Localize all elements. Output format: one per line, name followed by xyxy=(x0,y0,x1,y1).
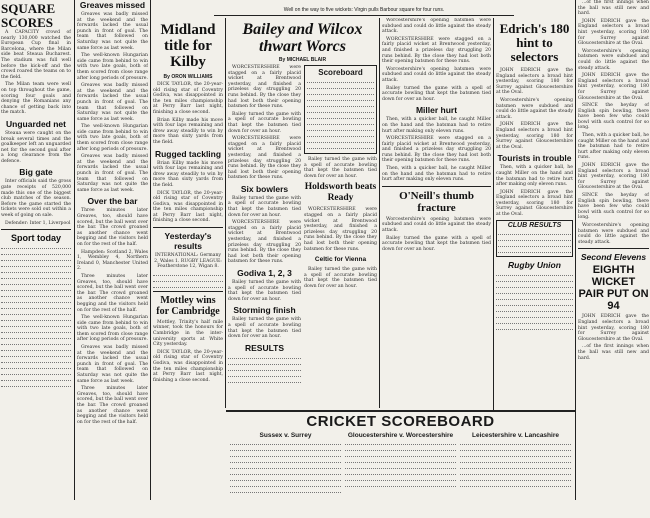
paragraph: JOHN EDRICH gave the England selectors a broad hint yesterday, scoring 180 for Surrey against Gloucestershire at the Oval. xyxy=(578,163,649,191)
column-rule xyxy=(225,18,226,408)
byline: By MICHAEL BLAIR xyxy=(278,57,327,63)
photo-caption-strap xyxy=(214,6,514,16)
eighth-wicket-headline: EIGHTH WICKET PAIR PUT ON 94 xyxy=(578,264,649,313)
column-2 xyxy=(77,0,148,500)
match-title: Leicestershire v. Lancashire xyxy=(472,432,559,439)
article-body xyxy=(77,208,148,425)
paragraph: JOHN EDRICH gave the England selectors a broad hint yesterday, scoring 180 for Surrey against Gloucestershire at the Oval. xyxy=(578,73,649,101)
match-title: Sussex v. Surrey xyxy=(259,432,312,439)
column-1 xyxy=(1,0,71,500)
paragraph: Bailey turned the game with a spell of accurate bowling that kept the batsmen tied down for over an hour. xyxy=(382,85,491,102)
paragraph: Hampden: Scotland 2, Wales 1, Wembley 4, Northern Ireland 0, Manchester United 2. xyxy=(77,249,148,272)
paragraph: Three minutes later Greaves, too, should have scored, but the ball went over the bar. The crowd groaned as another chance went begging and the visitors held on for the rest of the half. xyxy=(77,208,148,247)
subheading: Godiva 1, 2, 3 xyxy=(237,268,292,278)
article-body xyxy=(578,314,649,361)
fixtures-list xyxy=(1,245,71,387)
paragraph: DICK TAYLOR, the 20-year-old rising star of Coventry Godiva, was disappointed in the ten miles championship at Perry Barr last night, finishing a close second. xyxy=(153,190,223,224)
paragraph: WORCESTERSHIRE were stagged on a fairly placid wicket at Brentwood yesterday, and finished a prizeless day struggling 20 runs behind. By the close they had lost both their opening batsmen for these runs. xyxy=(382,36,491,65)
paragraph: JOHN EDRICH gave the England selectors a broad hint yesterday, scoring 180 for Surrey against Gloucestershire at the Oval. xyxy=(496,122,573,150)
paragraph: Bailey turned the game with a spell of accurate bowling that kept the batsmen tied down for over an hour. xyxy=(382,235,491,252)
article-body xyxy=(1,131,71,165)
scoreboard-match xyxy=(345,432,456,495)
sport-today-heading: Sport today xyxy=(10,233,61,244)
paragraph: Three minutes later Greaves, too, should have scored, but the ball went over the bar. The crowd groaned as another chance went begging and the visitors held on for the rest of the half. xyxy=(77,273,148,313)
paragraph: Greaves was badly missed at the weekend and the forwards lacked the usual punch in front of goal. The team that followed on Saturday was not quite the same force as last week. xyxy=(77,12,148,51)
paragraph: JOHN EDRICH gave the England selectors a broad hint yesterday, scoring 180 for Surrey against Gloucestershire at the Oval. xyxy=(496,68,573,96)
paragraph: Then, with a quicker ball, he caught Miller on the hand and the batsman had to retire hurt after making only eleven runs. xyxy=(382,117,491,134)
paragraph: ...of the first innings when the ball was still new and hard. xyxy=(578,0,649,17)
paragraph: Greaves was badly missed at the weekend and the forwards lacked the usual punch in front of goal. The team that followed on Saturday was not quite the same force as last week. xyxy=(77,154,148,193)
paragraph: JOHN EDRICH gave the England selectors a broad hint yesterday, scoring 180 for Surrey against Gloucestershire at the Oval. xyxy=(578,314,649,342)
column-rule xyxy=(575,0,576,500)
paragraph: Worcestershire's opening batsmen were subdued and could do little against the steady attack. xyxy=(382,66,491,83)
results-heading: Yesterday's results xyxy=(164,231,212,252)
article-body xyxy=(77,12,148,193)
story-left-column xyxy=(228,65,301,385)
main-headline: Bailey and Wilcox thwart Worcs xyxy=(242,21,363,55)
column-3 xyxy=(153,18,223,518)
column-2-headline: Greaves missed xyxy=(79,0,146,10)
column-rule xyxy=(74,0,75,500)
paragraph: Brian Kilby made his move with four laps remaining and drew away steadily to win by more than sixty yards from the field. xyxy=(153,160,223,188)
column-rule xyxy=(150,0,151,500)
paragraph: Greaves was badly missed at the weekend and the forwards lacked the usual punch in front of goal. The team that followed on Saturday was not quite the same force as last week. xyxy=(77,345,148,384)
club-results-heading: CLUB RESULTS xyxy=(507,221,562,229)
paragraph: Then, with a quicker ball, he caught Miller on the hand and the batsman had to retire hurt after making only eleven runs. xyxy=(382,166,491,183)
paragraph: DICK TAYLOR, the 20-year-old rising star of Coventry Godiva, was disappointed in the ten miles championship at Perry Barr last night, finishing a close second. xyxy=(153,82,223,115)
scoreboard-box xyxy=(304,65,377,154)
paragraph: DICK TAYLOR, the 20-year-old rising star of Coventry Godiva, was disappointed in the ten miles championship at Perry Barr last night, finishing a close second. xyxy=(153,349,223,383)
paragraph: The Milan team were well on top throughout the game, scoring four goals and denying the Romanians any chance of getting back into the match. xyxy=(1,82,71,116)
paragraph: WORCESTERSHIRE were stagged on a fairly placid wicket at Brentwood yesterday, and finished a prizeless day struggling 20 runs behind. By the close they had lost both their opening batsmen for these runs. xyxy=(382,136,491,164)
lead-paragraph: WORCESTERSHIRE were stagged on a fairly placid wicket at Brentwood yesterday, and finished a prizeless day struggling 20 runs behind. By the close they had lost both their opening batsmen for these runs. xyxy=(228,65,301,110)
mottley-headline: Mottley wins for Cambridge xyxy=(156,294,220,317)
subheading: Rugged tackling xyxy=(154,148,222,159)
paragraph: Worcestershire's opening batsmen were subdued and could do little against the steady attack. xyxy=(578,48,649,71)
oneill-headline: O'Neill's thumb fracture xyxy=(399,189,474,214)
byline: By ORON WILLIAMS xyxy=(163,74,213,80)
column-1-headline: SQUARE SCORES xyxy=(1,1,56,30)
paragraph: SINCE the heyday of English spin bowling, there have been few who could bowl with such control for so long. xyxy=(578,193,649,221)
second-elevens-heading: Second Elevens xyxy=(580,252,647,263)
results-text: INTERNATIONAL: Germany 2, Wales 1. RUGBY LEAGUE: Featherstone 12, Wigan 8. xyxy=(154,253,222,270)
scoreboard-match xyxy=(460,432,571,495)
paragraph: Bailey turned the game with a spell of accurate bowling that kept the batsmen tied down for over an hour. xyxy=(304,267,377,289)
scoreboard-match xyxy=(230,432,341,495)
paragraph: Worcestershire's opening batsmen were subdued and could do little against the steady attack. xyxy=(496,97,573,120)
edrich-headline: Edrich's 180 hint to selectors xyxy=(499,21,570,64)
paragraph: JOHN EDRICH gave the England selectors a broad hint yesterday, scoring 180 for Surrey against Gloucestershire at the Oval. xyxy=(496,189,573,218)
paragraph: The well-known Hungarian side came from behind to win with two late goals, both of them scored from close range after long periods of pressure. xyxy=(77,124,148,152)
subheading: Miller hurt xyxy=(415,105,458,116)
subheading: Celtic for Vienna xyxy=(314,256,367,264)
paragraph: Worcestershire's opening batsmen were subdued and could do little against the steady attack. xyxy=(578,222,649,245)
article-body xyxy=(382,117,491,183)
paragraph: Worcestershire's opening batsmen were subdued and could do little against the steady attack. xyxy=(382,18,491,35)
paragraph: Inter officials said the gross gate receipts of 520,000 made this one of the biggest club matches of the season. Before the game started the tickets were sold out within a week of going on sale. xyxy=(1,179,71,219)
article-body xyxy=(382,217,491,253)
results-heading: RESULTS xyxy=(244,342,285,353)
column-7 xyxy=(578,0,649,500)
paragraph: Greaves was badly missed at the weekend and the forwards lacked the usual punch in front of goal. The team that followed on Saturday was not quite the same force as last week. xyxy=(77,83,148,122)
article-body xyxy=(153,161,223,225)
article-body xyxy=(382,18,491,102)
subheading: Big gate xyxy=(19,167,53,178)
rugby-union-heading: Rugby Union xyxy=(508,259,561,270)
paragraph: The well-known Hungarian side came from behind to win with two late goals, both of them scored from close range after long periods of pressure. xyxy=(77,53,148,81)
article-body xyxy=(1,179,71,226)
paragraph: ...of the first innings when the ball was still new and hard. xyxy=(578,344,649,361)
paragraph: Bailey turned the game with a spell of accurate bowling that kept the batsmen tied down for over an hour. xyxy=(228,195,301,218)
column-rule xyxy=(379,18,380,408)
paragraph: Bailey turned the game with a spell of accurate bowling that kept the batsmen tied down for over an hour. xyxy=(228,317,301,340)
article-body xyxy=(1,30,71,116)
article-body xyxy=(496,165,573,217)
paragraph: Brian Kilby made his move with four laps remaining and drew away steadily to win by more than sixty yards from the field. xyxy=(153,117,223,145)
article-body xyxy=(578,0,649,245)
paragraph: Bailey turned the game with a spell of accurate bowling that kept the batsmen tied down for over an hour. xyxy=(228,111,301,134)
paragraph: Then, with a quicker ball, he caught Miller on the hand and the batsman had to retire hurt after making only eleven runs. xyxy=(578,133,649,161)
subheading: Over the bar xyxy=(87,196,138,207)
paragraph: Three minutes later Greaves, too, should have scored, but the ball went over the bar. The crowd groaned as another chance went begging and the visitors held on for the rest of the half. xyxy=(77,386,148,425)
cricket-scoreboard xyxy=(226,410,575,502)
paragraph: SINCE the heyday of English spin bowling, there have been few who could bowl with such control for so long. xyxy=(578,103,649,131)
paragraph: WORCESTERSHIRE were stagged on a fairly placid wicket at Brentwood yesterday, and finished a prizeless day struggling 20 runs behind. By the close they had lost both their opening batsmen for these runs. xyxy=(228,136,301,181)
article-body xyxy=(496,68,573,150)
strap-text: Well on the way to five wickets: Virgin pulls Barbour square for four runs. xyxy=(283,7,445,13)
holdsworth-headline: Holdsworth beats Ready xyxy=(304,182,377,204)
match-title: Gloucestershire v. Worcestershire xyxy=(347,432,454,439)
subheading: Six bowlers xyxy=(240,183,289,194)
paragraph: WORCESTERSHIRE were stagged on a fairly placid wicket at Brentwood yesterday, and finished a prizeless day struggling 20 runs behind. By the close they had lost both their opening batsmen for these runs. xyxy=(304,207,377,252)
subheading: Tourists in trouble xyxy=(497,153,572,164)
paragraph: A CAPACITY crowd of nearly 130,000 watched the European Cup final in Barcelona, where the Milan side beat Steaua Bucharest. The stadium was full well before the kick-off and the crowd roared the teams on to the field. xyxy=(1,30,71,80)
club-results-box xyxy=(496,220,573,257)
paragraph: Bailey turned the game with a spell of accurate bowling that kept the batsmen tied down for over an hour. xyxy=(228,280,301,302)
paragraph: Then, with a quicker ball, he caught Miller on the hand and the batsman had to retire hurt after making only eleven runs. xyxy=(496,165,573,188)
scoreboard-heading: Scoreboard xyxy=(318,68,363,77)
paragraph: Worcestershire's opening batsmen were subdued and could do little against the steady attack. xyxy=(382,216,491,234)
paragraph: The well-known Hungarian side came from behind to win with two late goals, both of them scored from close range after long periods of pressure. xyxy=(77,315,148,343)
paragraph: Mottley, Trinity's half mile winner, took the honours for Cambridge in the inter-university sports at White City yesterday. xyxy=(153,319,223,348)
subheading: Unguarded net xyxy=(6,118,66,129)
midland-title-headline: Midland title for Kilby xyxy=(160,22,216,70)
subheading: Storming finish xyxy=(233,305,296,316)
paragraph: Defender: Inter 1, Liverpool xyxy=(5,220,71,226)
paragraph: Steaua were caught on the break several times and the goalkeeper left an unguarded net for the second goal after a long clearance from the defence. xyxy=(1,130,71,164)
story-right-column xyxy=(304,65,377,385)
article-body xyxy=(153,82,223,146)
paragraph: Bailey turned the game with a spell of accurate bowling that kept the batsmen tied down for over an hour. xyxy=(304,157,377,179)
cricket-scoreboard-title: CRICKET SCOREBOARD xyxy=(306,413,495,430)
article-body xyxy=(153,320,223,384)
paragraph: WORCESTERSHIRE were stagged on a fairly placid wicket at Brentwood yesterday, and finished a prizeless day struggling 20 runs behind. By the close they had lost both their opening batsmen for these runs. xyxy=(228,220,301,265)
paragraph: JOHN EDRICH gave the England selectors a broad hint yesterday, scoring 180 for Surrey against Gloucestershire at the Oval. xyxy=(578,18,649,47)
